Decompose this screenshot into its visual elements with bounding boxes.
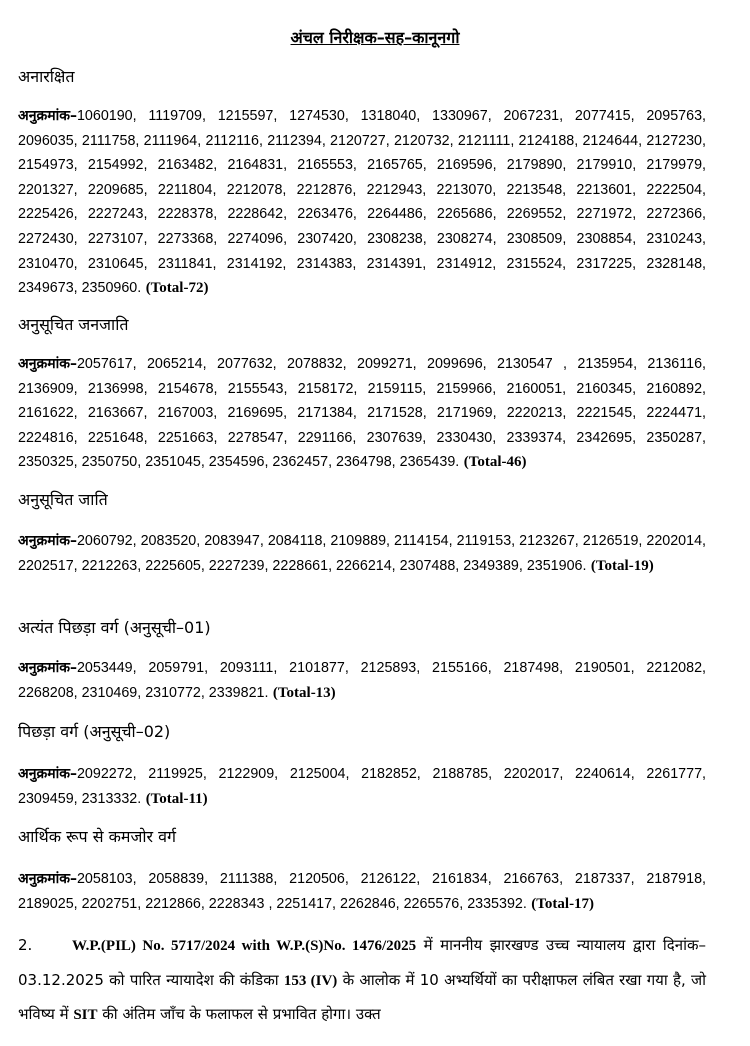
category-heading-unreserved: अनारक्षित	[18, 67, 75, 86]
court-order-note	[18, 929, 706, 1033]
roll-numbers: 2092272, 2119925, 2122909, 2125004, 2182852, 2188785, 2202017, 2240614, 2261777, 2309459, 2313332.	[18, 766, 706, 807]
case-reference: W.P.(PIL) No. 5717/2024 with W.P.(S)No. 1476/2025	[72, 938, 417, 954]
paragraph-reference: 153 (IV)	[283, 972, 338, 989]
note-text-3: की अंतिम जाँच के फलाफल से प्रभावित होगा। उक्त	[97, 1005, 381, 1023]
roll-numbers: 2058103, 2058839, 2111388, 2120506, 2126122, 2161834, 2166763, 2187337, 2187918, 2189025, 2202751, 2212866, 2228343 , 2251417, 2262846, 2265576, 2335392.	[18, 871, 706, 912]
total-count: (Total-19)	[590, 557, 654, 574]
roll-number-label: अनुक्रमांक–	[18, 871, 77, 887]
total-count: (Total-11)	[145, 790, 208, 807]
roll-list-unreserved	[18, 104, 706, 301]
roll-list-sc	[18, 529, 706, 578]
roll-list-ews	[18, 867, 706, 916]
category-heading-ews: आर्थिक रूप से कमजोर वर्ग	[18, 827, 177, 846]
total-count: (Total-13)	[272, 684, 336, 701]
roll-number-label: अनुक्रमांक–	[18, 533, 77, 549]
total-count: (Total-72)	[145, 280, 209, 297]
roll-list-ebc	[18, 656, 706, 705]
note-text-1: में माननीय झारखण्ड उच्च न्यायालय द्वारा दिनांक–03.12.2025 को पारित न्यायादेश की कंडिका	[18, 936, 706, 989]
sit-abbreviation: SIT	[73, 1007, 98, 1023]
note-number: 2.	[18, 936, 33, 954]
total-count: (Total-17)	[531, 895, 595, 912]
roll-number-label: अनुक्रमांक–	[18, 356, 77, 372]
roll-numbers: 1060190, 1119709, 1215597, 1274530, 1318040, 1330967, 2067231, 2077415, 2095763, 2096035, 2111758, 2111964, 2112116, 2112394, 2120727, 2120732, 2121111, 2124188, 2124644, 2127230, 2154973, 2154992, 2163482, 2164831, 2165553, 2165765, 2169596, 2179890, 2179910, 2179979, 2201327, 2209685, 2211804, 2212078, 2212876, 2212943, 2213070, 2213548, 2213601, 2222504, 2225426, 2227243, 2228378, 2228642, 2263476, 2264486, 2265686, 2269552, 2271972, 2272366, 2272430, 2273107, 2273368, 2274096, 2307420, 2308238, 2308274, 2308509, 2308854, 2310243, 2310470, 2310645, 2311841, 2314192, 2314383, 2314391, 2314912, 2315524, 2317225, 2328148, 2349673, 2350960.	[18, 108, 706, 297]
category-heading-st: अनुसूचित जनजाति	[18, 315, 129, 334]
category-heading-sc: अनुसूचित जाति	[18, 490, 108, 509]
roll-numbers: 2057617, 2065214, 2077632, 2078832, 2099271, 2099696, 2130547 , 2135954, 2136116, 2136909, 2136998, 2154678, 2155543, 2158172, 2159115, 2159966, 2160051, 2160345, 2160892, 2161622, 2163667, 2167003, 2169695, 2171384, 2171528, 2171969, 2220213, 2221545, 2224471, 2224816, 2251648, 2251663, 2278547, 2291166, 2307639, 2330430, 2339374, 2342695, 2350287, 2350325, 2350750, 2351045, 2354596, 2362457, 2364798, 2365439.	[18, 356, 706, 471]
page-title	[0, 27, 750, 49]
roll-number-label: अनुक्रमांक–	[18, 660, 77, 676]
roll-number-label: अनुक्रमांक–	[18, 766, 77, 782]
roll-list-st	[18, 352, 706, 475]
category-heading-ebc: अत्यंत पिछड़ा वर्ग (अनुसूची–01)	[18, 618, 211, 637]
roll-numbers: 2053449, 2059791, 2093111, 2101877, 2125893, 2155166, 2187498, 2190501, 2212082, 2268208, 2310469, 2310772, 2339821.	[18, 660, 706, 701]
roll-number-label: अनुक्रमांक–	[18, 108, 77, 124]
total-count: (Total-46)	[463, 454, 527, 471]
roll-numbers: 2060792, 2083520, 2083947, 2084118, 2109889, 2114154, 2119153, 2123267, 2126519, 2202014, 2202517, 2212263, 2225605, 2227239, 2228661, 2266214, 2307488, 2349389, 2351906.	[18, 533, 706, 574]
note-text-2: के आलोक में 10 अभ्यर्थियों का परीक्षाफल लंबित रखा गया है, जो भविष्य में	[18, 970, 707, 1023]
category-heading-bc: पिछड़ा वर्ग (अनुसूची–02)	[18, 722, 171, 741]
page-title-text: अंचल निरीक्षक–सह–कानूनगो	[290, 28, 460, 47]
roll-list-bc	[18, 762, 706, 811]
